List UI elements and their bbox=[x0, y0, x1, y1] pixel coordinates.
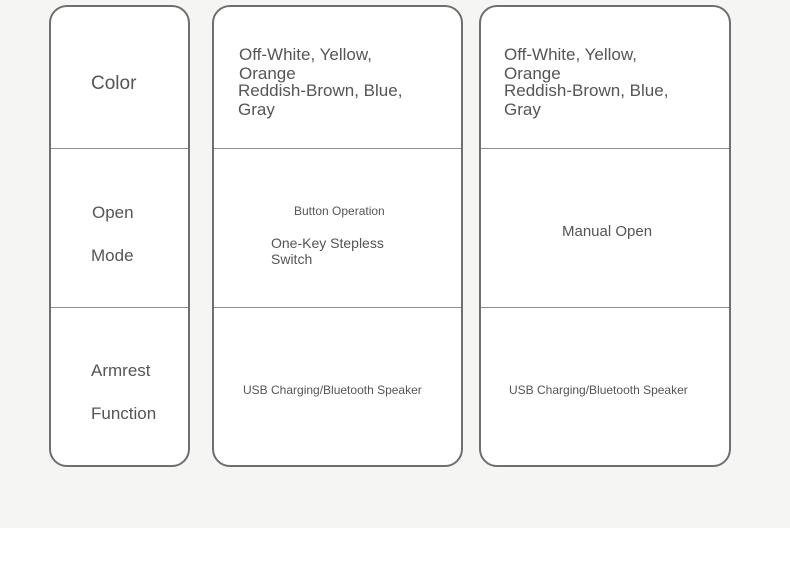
product-1-column bbox=[212, 5, 463, 467]
product-1-color-line2: Reddish-Brown, Blue, Gray bbox=[238, 81, 403, 119]
product-2-color-line2: Reddish-Brown, Blue, Gray bbox=[504, 81, 669, 119]
label-open-mode-line1: Open bbox=[92, 203, 134, 222]
row-divider bbox=[481, 148, 729, 149]
label-armrest-line1: Armrest bbox=[91, 361, 151, 380]
row-divider bbox=[214, 148, 461, 149]
product-2-armrest-function: USB Charging/Bluetooth Speaker bbox=[509, 383, 688, 397]
row-divider bbox=[214, 307, 461, 308]
label-color: Color bbox=[91, 73, 137, 94]
row-divider bbox=[51, 148, 188, 149]
row-divider bbox=[481, 307, 729, 308]
label-open-mode-line2: Mode bbox=[91, 246, 134, 265]
product-1-armrest-function: USB Charging/Bluetooth Speaker bbox=[243, 383, 422, 397]
product-1-open-mode-b: One-Key Stepless Switch bbox=[271, 235, 384, 267]
product-1-open-mode-a: Button Operation bbox=[294, 204, 385, 218]
product-2-color-line1: Off-White, Yellow, Orange bbox=[504, 45, 637, 83]
product-2-open-mode: Manual Open bbox=[562, 223, 653, 240]
product-2-column bbox=[479, 5, 731, 467]
product-1-color-line1: Off-White, Yellow, Orange bbox=[239, 45, 372, 83]
label-armrest-line2: Function bbox=[91, 404, 157, 423]
label-column bbox=[49, 5, 190, 467]
row-divider bbox=[51, 307, 188, 308]
